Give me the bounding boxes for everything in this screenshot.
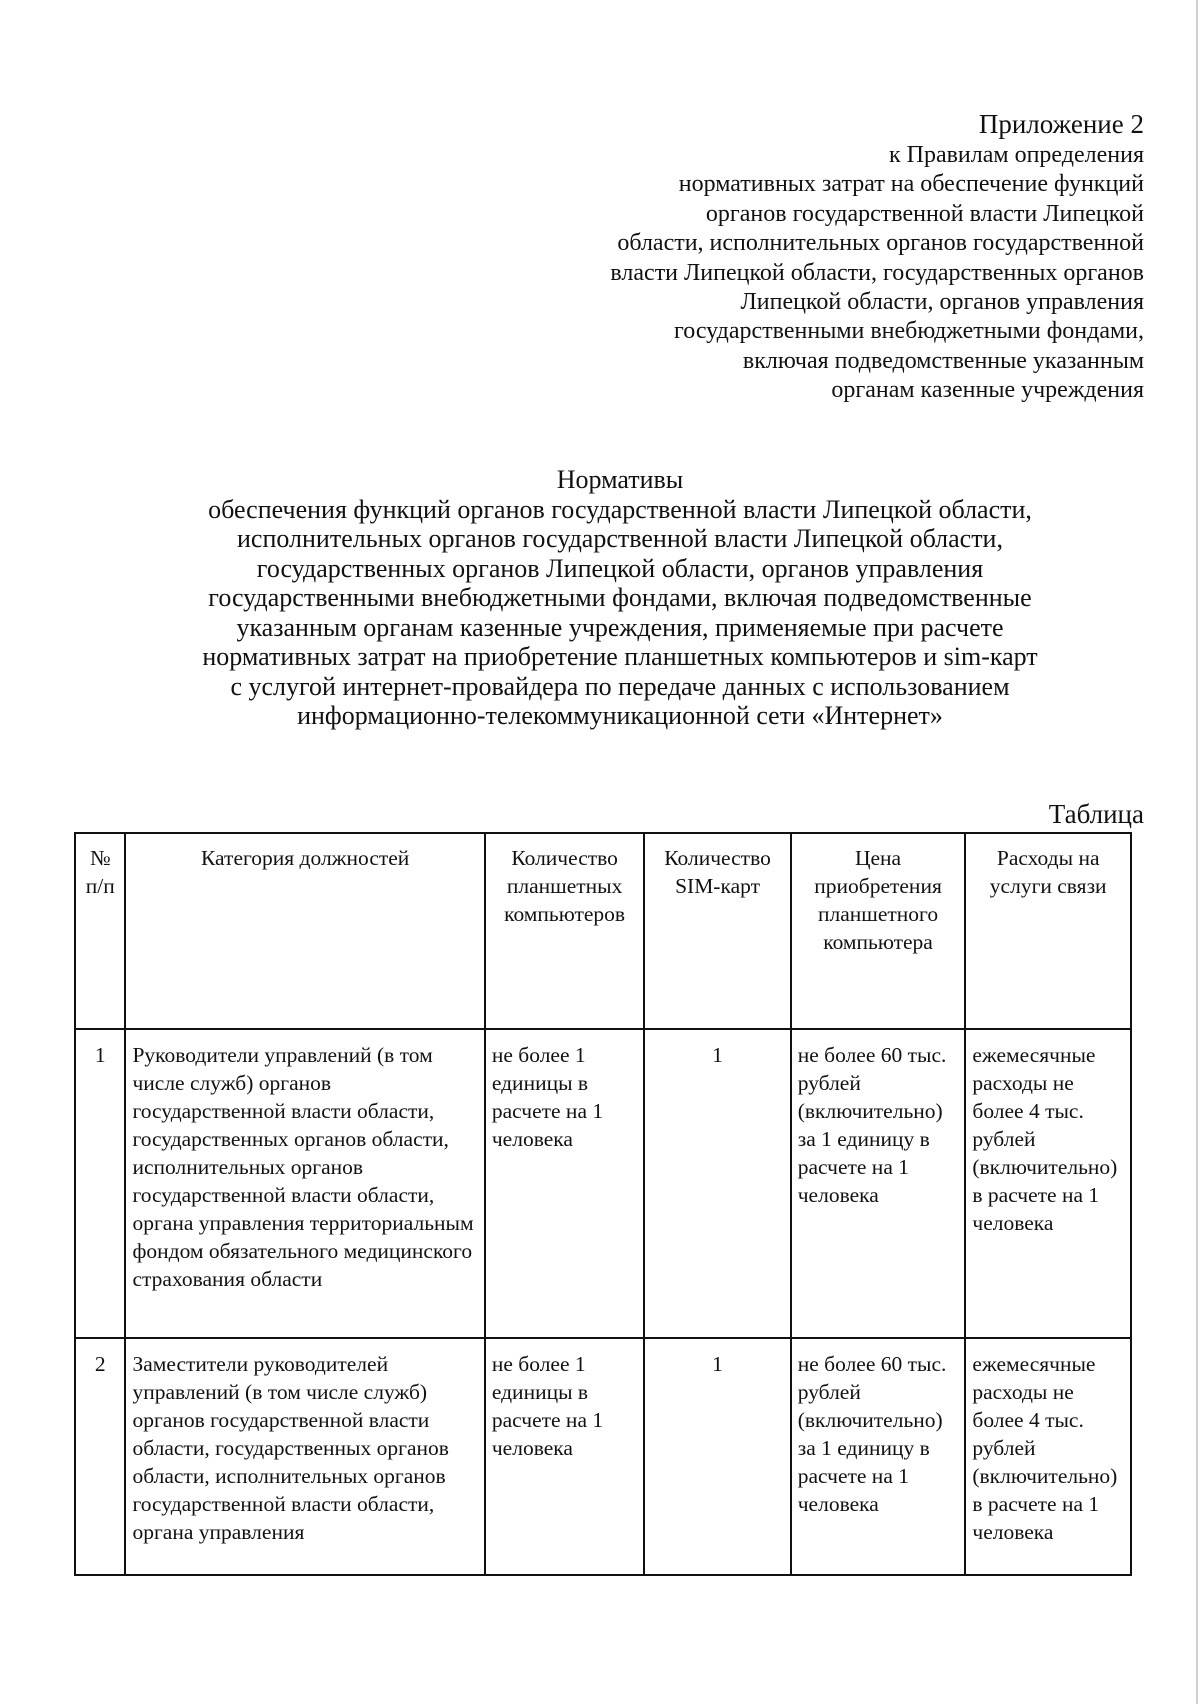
cell-communication: ежемесячные расходы не более 4 тыс. рублей (включительно) в расчете на 1 человека [965,1338,1131,1575]
document-heading [150,465,1090,731]
cell-sim: 1 [644,1338,790,1575]
appendix-line: органов государственной власти Липецкой [705,200,1144,227]
header-communication: Расходы на услуги связи [965,833,1131,1029]
cell-tablets: не более 1 единицы в расчете на 1 человека [485,1029,645,1338]
appendix-line: государственными внебюджетными фондами, [673,318,1144,345]
header-price: Цена приобретения планшетного компьютера [791,833,966,1029]
appendix-title: Приложение 2 [978,109,1144,139]
appendix-line: включая подведомственные указанным [742,347,1144,374]
header-tablets: Количество планшетных компьютеров [485,833,645,1029]
cell-num: 1 [75,1029,125,1338]
cell-price: не более 60 тыс. рублей (включительно) за 1 единицу в расчете на 1 человека [791,1029,966,1338]
cell-communication: ежемесячные расходы не более 4 тыс. рублей (включительно) в расчете на 1 человека [965,1029,1131,1338]
heading-line: государственными внебюджетными фондами, включая подведомственные [208,583,1032,612]
heading-title: Нормативы [556,465,684,494]
appendix-line: области, исполнительных органов государственной [617,230,1144,257]
header-category: Категория должностей [125,833,484,1029]
heading-line: с услугой интернет-провайдера по передаче данных с использованием [230,671,1010,701]
page-edge-line [1196,0,1198,1704]
table-caption: Таблица [1048,799,1144,829]
cell-category: Руководители управлений (в том числе служб) органов государственной власти области, государственных органов области, исполнительных органов государственной власти области, органа управления территориальным фондом обязательного медицинского страхования области [125,1029,484,1338]
appendix-line: органам казенные учреждения [831,377,1144,404]
appendix-line: Липецкой области, органов управления [740,289,1144,316]
heading-line: исполнительных органов государственной власти Липецкой области, [237,524,1003,553]
table-row [75,1029,1131,1338]
norms-table [74,832,1132,1576]
cell-sim: 1 [644,1029,790,1338]
header-num: № п/п [75,833,125,1029]
appendix-line: власти Липецкой области, государственных органов [610,259,1144,286]
cell-category: Заместители руководителей управлений (в том числе служб) органов государственной власти области, государственных органов области, исполнительных органов государственной власти области, органа управления [125,1338,484,1575]
appendix-block [444,108,1144,406]
table-row [75,1338,1131,1575]
heading-line: нормативных затрат на приобретение планшетных компьютеров и sim-карт [202,642,1038,671]
cell-tablets: не более 1 единицы в расчете на 1 человека [485,1338,645,1575]
heading-line: указанным органам казенные учреждения, применяемые при расчете [236,612,1004,642]
heading-line: информационно-телекоммуникационной сети «Интернет» [297,701,943,730]
heading-line: государственных органов Липецкой области, органов управления [256,553,984,583]
heading-line: обеспечения функций органов государственной власти Липецкой области, [208,494,1032,524]
header-sim: Количество SIM-карт [644,833,790,1029]
cell-price: не более 60 тыс. рублей (включительно) за 1 единицу в расчете на 1 человека [791,1338,966,1575]
cell-num: 2 [75,1338,125,1575]
appendix-line: к Правилам определения [888,142,1144,168]
appendix-line: нормативных затрат на обеспечение функций [678,171,1144,198]
table-header-row [75,833,1131,1029]
